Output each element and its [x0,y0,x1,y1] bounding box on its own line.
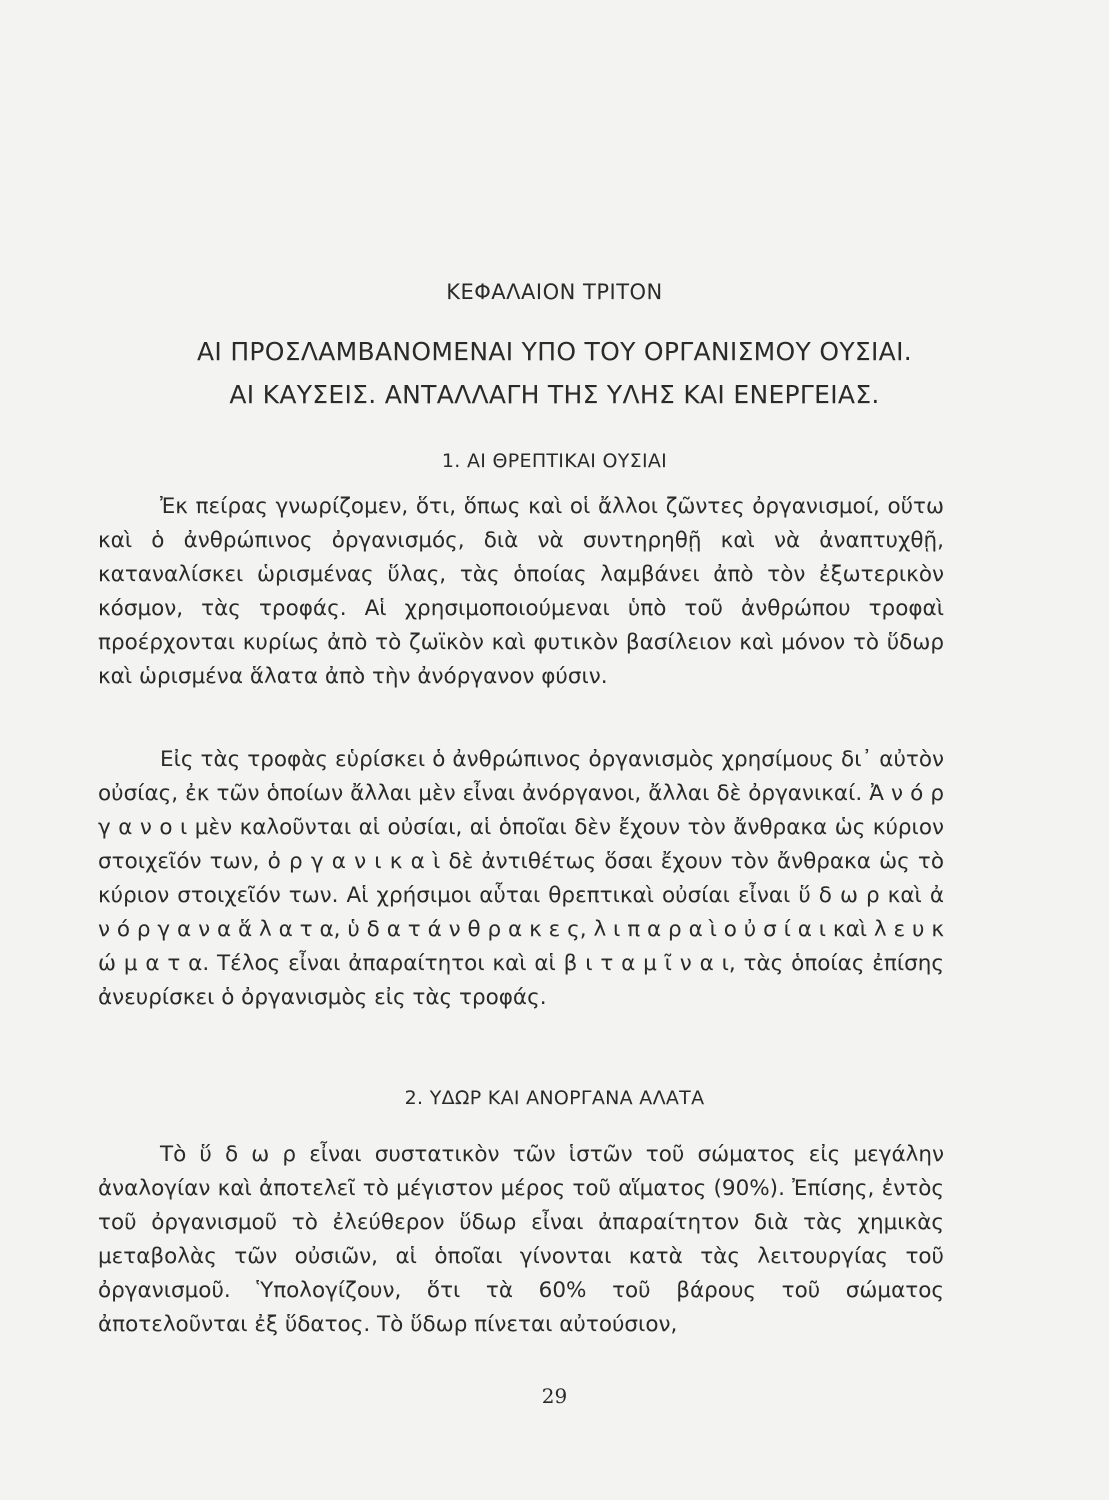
chapter-label: ΚΕΦΑΛΑΙΟΝ ΤΡΙΤΟΝ [446,280,663,304]
section-heading-2: 2. ΥΔΩΡ ΚΑΙ ΑΝΟΡΓΑΝΑ ΑΛΑΤΑ [404,1087,705,1109]
paragraph-1: Ἐκ πείρας γνωρίζομεν, ὅτι, ὅπως καὶ οἱ ἄλλοι ζῶντες ὀργανισμοί, οὕτω καὶ ὁ ἀνθρώπινος ὀργανισμός, διὰ νὰ συντηρηθῇ καὶ νὰ ἀναπτυχθῇ, καταναλίσκει ὡρισμένας ὕλας, τὰς ὁποίας λαμβάνει ἀπὸ τὸν ἐξωτερικὸν κόσμον, τὰς τροφάς. Αἱ χρησιμοποιούμεναι ὑπὸ τοῦ ἀνθρώπου τροφαὶ προέρχονται κυρίως ἀπὸ τὸ ζωϊκὸν καὶ φυτικὸν βασίλειον καὶ μόνον τὸ ὕδωρ καὶ ὡρισμένα ἅλατα ἀπὸ τὴν ἀνόργανον φύσιν. [98,494,944,689]
page-number: 29 [541,1384,568,1408]
chapter-title-line-1: ΑΙ ΠΡΟΣΛΑΜΒΑΝΟΜΕΝΑΙ ΥΠΟ ΤΟΥ ΟΡΓΑΝΙΣΜΟΥ ΟΥΣΙΑΙ. [197,337,912,366]
paragraph-3: Τὸ ὕ δ ω ρ εἶναι συστατικὸν τῶν ἱστῶν τοῦ σώματος εἰς μεγάλην ἀναλογίαν καὶ ἀποτελεῖ τὸ μέγιστον μέρος τοῦ αἵματος (90%). Ἐπίσης, ἐντὸς τοῦ ὀργανισμοῦ τὸ ἐλεύθερον ὕδωρ εἶναι ἀπαραίτητον διὰ τὰς χημικὰς μεταβολὰς τῶν οὐσιῶν, αἱ ὁποῖαι γίνονται κατὰ τὰς λειτουργίας τοῦ ὀργανισμοῦ. Ὑπολογίζουν, ὅτι τὰ 60% τοῦ βάρους τοῦ σώματος ἀποτελοῦνται ἐξ ὕδατος. Τὸ ὕδωρ πίνεται αὐτούσιον, [98,1142,944,1337]
section-heading-1: 1. ΑΙ ΘΡΕΠΤΙΚΑΙ ΟΥΣΙΑΙ [441,450,668,472]
paragraph-2: Εἰς τὰς τροφὰς εὑρίσκει ὁ ἀνθρώπινος ὀργανισμὸς χρησίμους δι᾽ αὐτὸν οὐσίας, ἐκ τῶν ὁποίων ἄλλαι μὲν εἶναι ἀνόργανοι, ἄλλαι δὲ ὀργανικαί. Ἀ ν ό ρ γ α ν ο ι μὲν καλοῦνται αἱ οὐσίαι, αἱ ὁποῖαι δὲν ἔχουν τὸν ἄνθρακα ὡς κύριον στοιχεῖόν των, ὀ ρ γ α ν ι κ α ὶ δὲ ἀντιθέτως ὅσαι ἔχουν τὸν ἄνθρακα ὡς τὸ κύριον στοιχεῖόν των. Αἱ χρήσιμοι αὗται θρεπτικαὶ οὐσίαι εἶναι ὕ δ ω ρ καὶ ἀ ν ό ρ γ α ν α ἅ λ α τ α, ὑ δ α τ ά ν θ ρ α κ ε ς, λ ι π α ρ α ὶ ο ὐ σ ί α ι καὶ λ ε υ κ ώ μ α τ α. Τέλος εἶναι ἀπαραίτητοι καὶ αἱ β ι τ α μ ῖ ν α ι, τὰς ὁποίας ἐπίσης ἀνευρίσκει ὁ ὀργανισμὸς εἰς τὰς τροφάς. [98,747,944,1010]
chapter-title-line-2: ΑΙ ΚΑΥΣΕΙΣ. ΑΝΤΑΛΛΑΓΗ ΤΗΣ ΥΛΗΣ ΚΑΙ ΕΝΕΡΓΕΙΑΣ. [229,380,880,409]
